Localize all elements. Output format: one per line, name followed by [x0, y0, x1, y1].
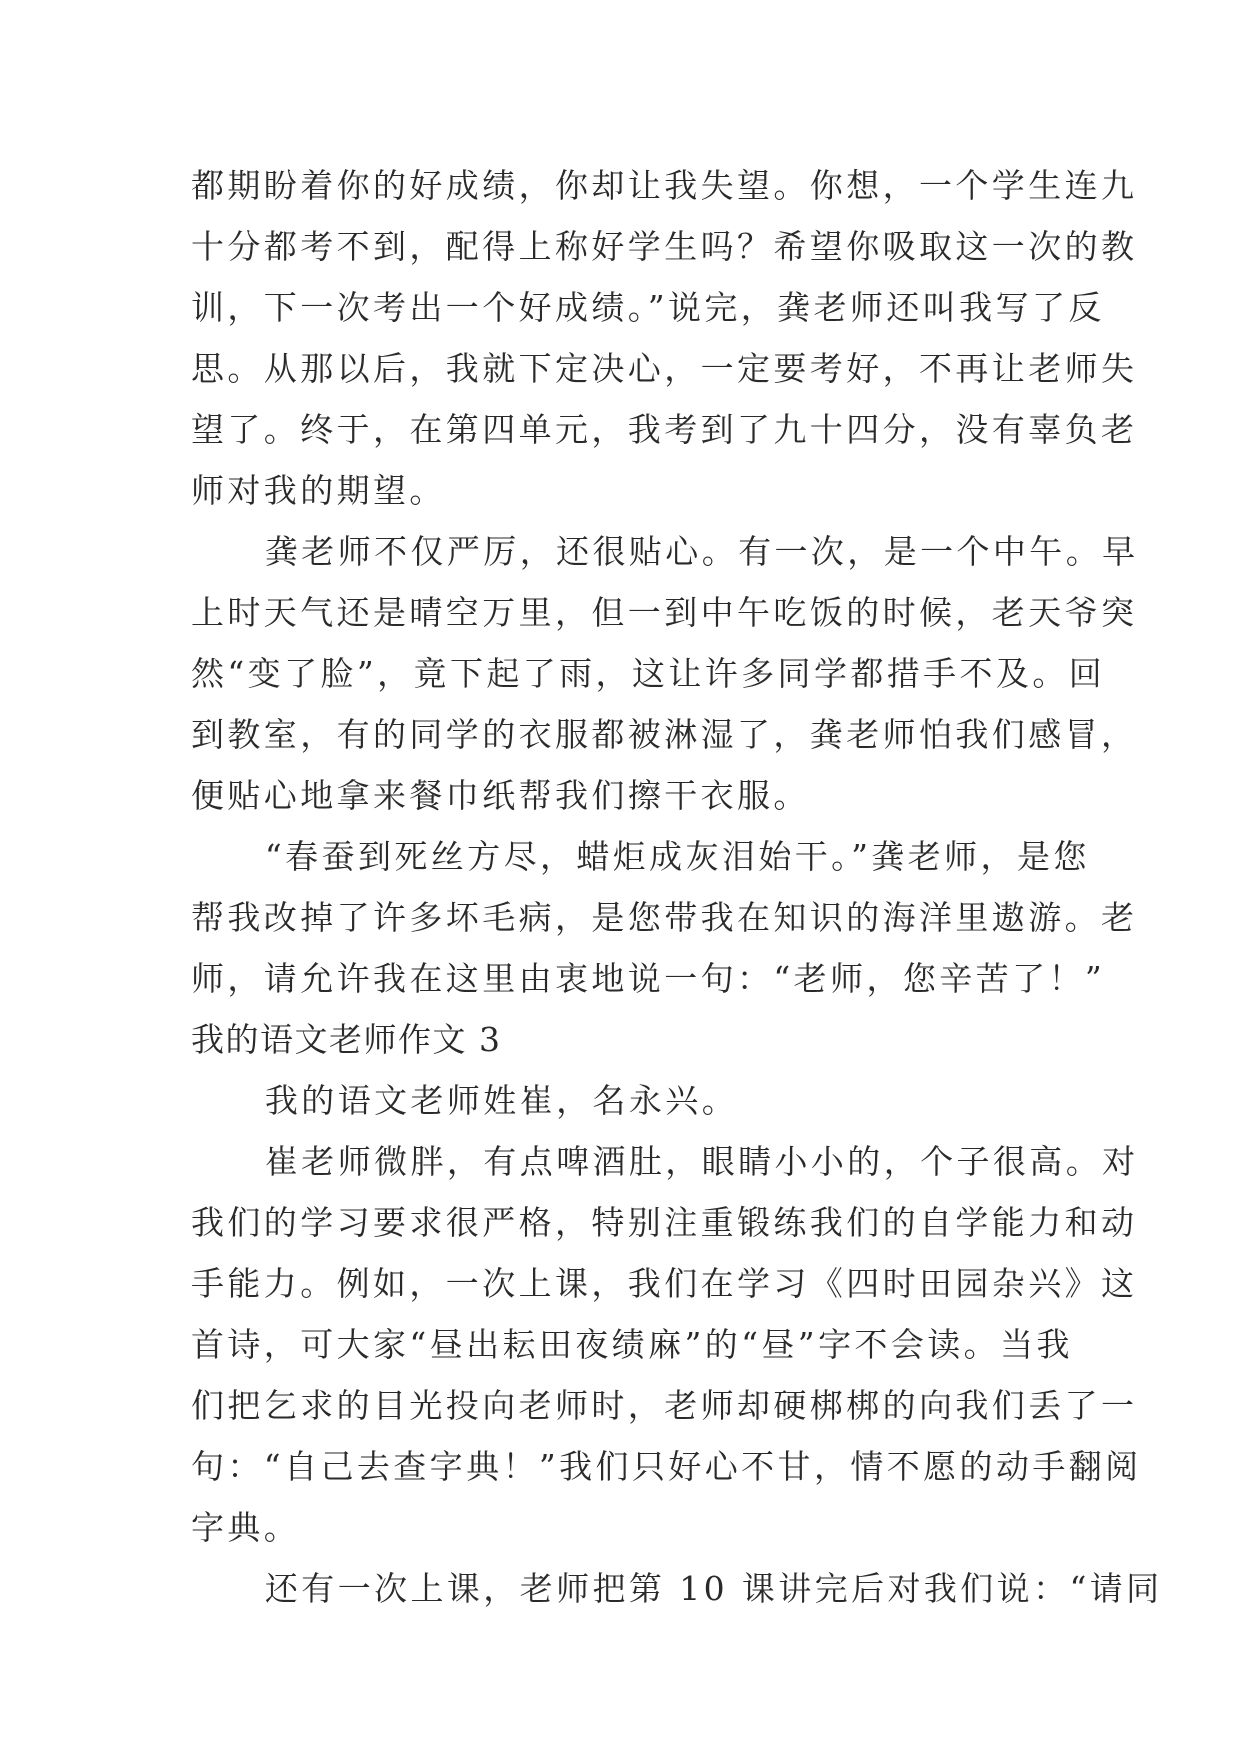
text-line: 都期盼着你的好成绩，你却让我失望。你想，一个学生连九: [191, 166, 1138, 205]
text-line: 然“变了脸”，竟下起了雨，这让许多同学都措手不及。回: [191, 654, 1106, 693]
text-line: 便贴心地拿来餐巾纸帮我们擦干衣服。: [191, 776, 810, 815]
text-line: 句：“自己去查字典！”我们只好心不甘，情不愿的动手翻阅: [191, 1447, 1142, 1486]
text-line: 到教室，有的同学的衣服都被淋湿了，龚老师怕我们感冒，: [191, 715, 1138, 754]
text-line: 我的语文老师姓崔，名永兴。: [264, 1081, 739, 1120]
text-line: 师对我的期望。: [191, 471, 446, 510]
text-line: 字典。: [191, 1508, 301, 1547]
text-line: 们把乞求的目光投向老师时，老师却硬梆梆的向我们丢了一: [191, 1386, 1138, 1425]
text-line: 龚老师不仅严厉，还很贴心。有一次，是一个中午。早: [264, 532, 1139, 571]
text-line: 思。从那以后，我就下定决心，一定要考好，不再让老师失: [191, 349, 1138, 388]
text-line: 望了。终于，在第四单元，我考到了九十四分，没有辜负老: [191, 410, 1138, 449]
text-line: 还有一次上课，老师把第 10 课讲完后对我们说：“请同: [264, 1569, 1163, 1608]
text-line: “春蚕到死丝方尽，蜡炬成灰泪始干。”龚老师，是您: [264, 837, 1090, 876]
text-line: 师，请允许我在这里由衷地说一句：“老师，您辛苦了！”: [191, 959, 1106, 998]
text-line: 十分都考不到，配得上称好学生吗？希望你吸取这一次的教: [191, 227, 1138, 266]
text-line: 训，下一次考出一个好成绩。”说完，龚老师还叫我写了反: [191, 288, 1105, 327]
text-line: 手能力。例如，一次上课，我们在学习《四时田园杂兴》这: [191, 1264, 1138, 1303]
text-line: 崔老师微胖，有点啤酒肚，眼睛小小的，个子很高。对: [264, 1142, 1139, 1181]
text-line: 上时天气还是晴空万里，但一到中午吃饭的时候，老天爷突: [191, 593, 1138, 632]
essay-text: [191, 155, 1163, 1619]
text-line: 首诗，可大家“昼出耘田夜绩麻”的“昼”字不会读。当我: [191, 1325, 1073, 1364]
text-line: 我们的学习要求很严格，特别注重锻练我们的自学能力和动: [191, 1203, 1138, 1242]
section-title: 我的语文老师作文 3: [191, 1020, 502, 1059]
text-line: 帮我改掉了许多坏毛病，是您带我在知识的海洋里遨游。老: [191, 898, 1138, 937]
